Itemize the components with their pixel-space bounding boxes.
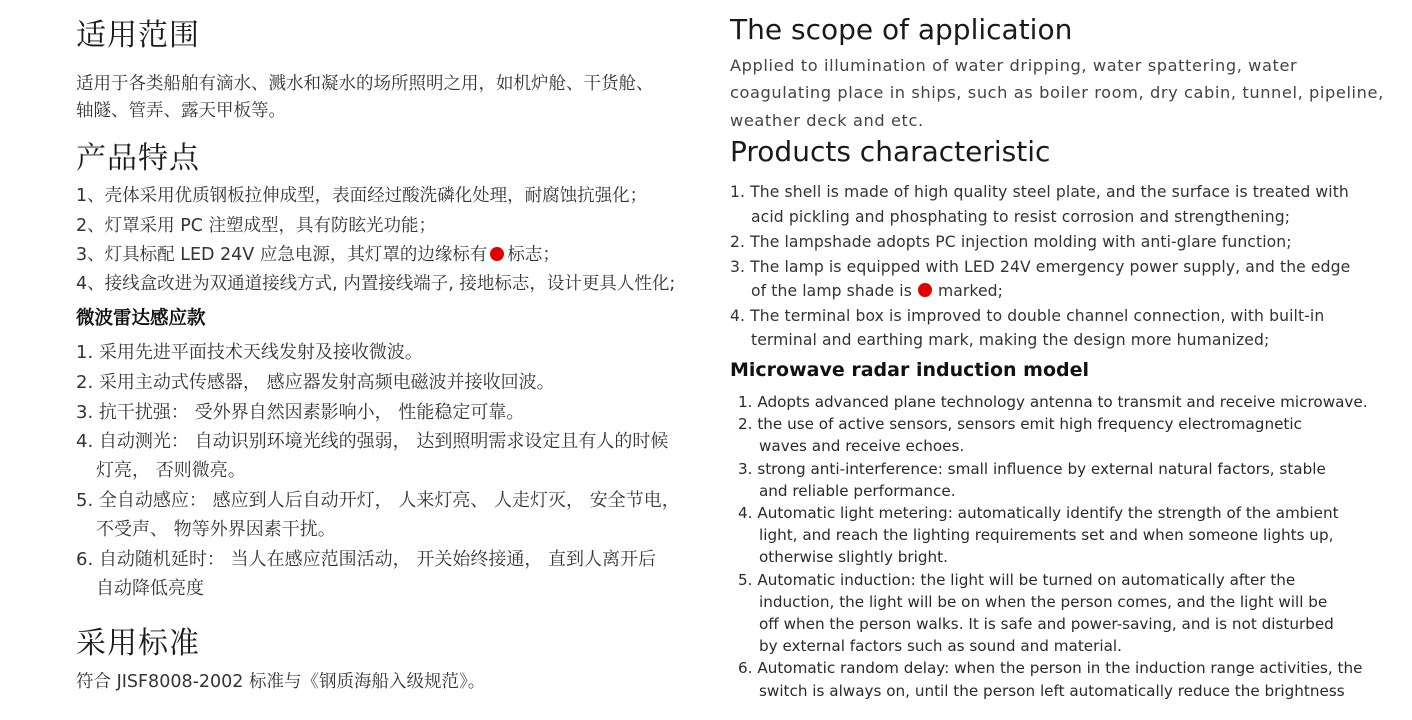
- en-feature-4-cont: terminal and earthing mark, making the design more humanized;: [751, 331, 1270, 349]
- en-feature-2: 2. The lampshade adopts PC injection molding with anti-glare function;: [730, 233, 1292, 251]
- zh-standard-text: 符合 JISF8008-2002 标准与《钢质海船入级规范》。: [76, 672, 486, 692]
- en-radar-item-cont: waves and receive echoes.: [759, 437, 965, 455]
- red-dot-marker-icon: [490, 247, 504, 261]
- zh-radar-item-cont: 不受声、 物等外界因素干扰。: [96, 519, 336, 540]
- en-radar-item-cont: and reliable performance.: [759, 482, 956, 500]
- en-feature-3-after: marked;: [937, 282, 1004, 300]
- en-radar-item: 2. the use of active sensors, sensors emit high frequency electromagnetic: [738, 415, 1302, 433]
- en-radar-item: 6. Automatic random delay: when the person in the induction range activities, the: [738, 659, 1363, 677]
- zh-scope-title: 适用范围: [76, 18, 200, 53]
- en-radar-item-cont: light, and reach the lighting requirements set and when someone lights up,: [759, 526, 1334, 544]
- red-dot-marker-icon: [918, 283, 932, 297]
- en-radar-item: 4. Automatic light metering: automatically identify the strength of the ambient: [738, 504, 1339, 522]
- zh-features-title: 产品特点: [76, 141, 200, 176]
- zh-radar-item-cont: 灯亮， 否则微亮。: [96, 460, 246, 481]
- en-feature-4: 4. The terminal box is improved to double channel connection, with built-in: [730, 307, 1325, 325]
- zh-radar-item: 5. 全自动感应： 感应到人后自动开灯， 人来灯亮、 人走灯灭， 安全节电，: [76, 490, 680, 511]
- zh-feature-4: 4、接线盒改进为双通道接线方式, 内置接线端子, 接地标志，设计更具人性化;: [76, 274, 676, 294]
- en-radar-item: 3. strong anti-interference: small influence by external natural factors, stable: [738, 460, 1326, 478]
- en-radar-item-cont: induction, the light will be on when the person comes, and the light will be: [759, 593, 1328, 611]
- zh-radar-item: 6. 自动随机延时： 当人在感应范围活动， 开关始终接通， 直到人离开后: [76, 549, 657, 570]
- zh-feature-3-before: 3、灯具标配 LED 24V 应急电源，其灯罩的边缘标有: [76, 245, 488, 265]
- en-scope-title: The scope of application: [730, 13, 1073, 46]
- zh-radar-item: 3. 抗干扰强： 受外界自然因素影响小， 性能稳定可靠。: [76, 402, 525, 423]
- en-feature-3-cont: [751, 282, 1003, 300]
- zh-radar-item-cont: 自动降低亮度: [96, 578, 204, 599]
- zh-feature-1: 1、壳体采用优质钢板拉伸成型，表面经过酸洗磷化处理，耐腐蚀抗强化；: [76, 186, 648, 206]
- en-feature-3: 3. The lamp is equipped with LED 24V emergency power supply, and the edge: [730, 258, 1351, 276]
- zh-radar-title: 微波雷达感应款: [76, 308, 206, 329]
- en-feature-1: 1. The shell is made of high quality steel plate, and the surface is treated with: [730, 183, 1349, 201]
- en-scope-text-line-1: Applied to illumination of water dripping, water spattering, water: [730, 56, 1298, 75]
- zh-radar-item: 2. 采用主动式传感器， 感应器发射高频电磁波并接收回波。: [76, 372, 555, 393]
- en-radar-item-cont: switch is always on, until the person left automatically reduce the brightness: [759, 682, 1345, 700]
- zh-radar-item: 1. 采用先进平面技术天线发射及接收微波。: [76, 342, 423, 363]
- zh-feature-2: 2、灯罩采用 PC 注塑成型，具有防眩光功能；: [76, 216, 437, 236]
- zh-scope-text-line-1: 适用于各类船舶有滴水、溅水和凝水的场所照明之用，如机炉舱、干货舱、: [76, 74, 654, 94]
- en-radar-item-cont: off when the person walks. It is safe and power-saving, and is not disturbed: [759, 615, 1334, 633]
- en-scope-text-line-2: coagulating place in ships, such as boiler room, dry cabin, tunnel, pipeline,: [730, 83, 1384, 102]
- en-radar-item-cont: otherwise slightly bright.: [759, 548, 948, 566]
- en-radar-title: Microwave radar induction model: [730, 359, 1090, 381]
- en-scope-text-line-3: weather deck and etc.: [730, 111, 924, 130]
- zh-scope-text-line-2: 轴隧、管弄、露天甲板等。: [76, 101, 286, 121]
- en-radar-item-cont: by external factors such as sound and material.: [759, 637, 1122, 655]
- en-radar-item: 5. Automatic induction: the light will be turned on automatically after the: [738, 571, 1296, 589]
- en-feature-1-cont: acid pickling and phosphating to resist corrosion and strengthening;: [751, 208, 1291, 226]
- zh-standard-title: 采用标准: [76, 626, 200, 661]
- zh-radar-item: 4. 自动测光： 自动识别环境光线的强弱， 达到照明需求设定且有人的时候: [76, 431, 669, 452]
- en-features-title: Products characteristic: [730, 135, 1051, 168]
- zh-feature-3-after: 标志；: [507, 245, 560, 265]
- en-feature-3-before: of the lamp shade is: [751, 282, 912, 300]
- zh-feature-3: [76, 241, 560, 266]
- en-radar-item: 1. Adopts advanced plane technology antenna to transmit and receive microwave.: [738, 393, 1368, 411]
